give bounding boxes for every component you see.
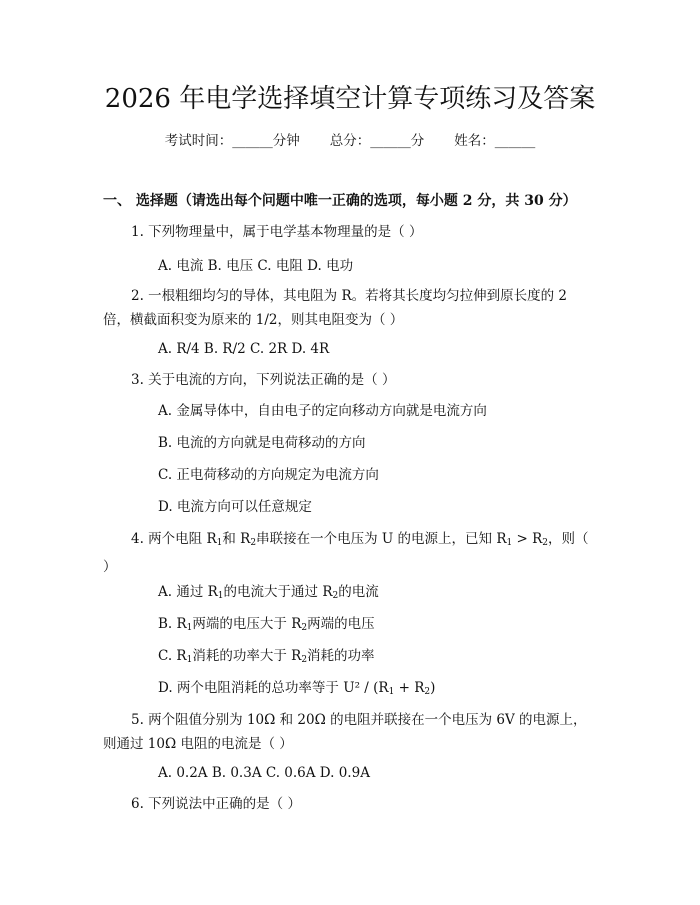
question-6: 6. 下列说法中正确的是（ ） [131,796,301,812]
question-1-options: A. 电流 B. 电压 C. 电阻 D. 电功 [158,258,354,274]
total-score-field: 总分：______分 [329,133,425,149]
question-5-options: A. 0.2A B. 0.3A C. 0.6A D. 0.9A [158,765,370,781]
question-3-option-c: C. 正电荷移动的方向规定为电流方向 [158,467,379,483]
section-heading-choice: 一、 选择题（请选出每个问题中唯一正确的选项，每小题 2 分，共 30 分） [103,193,577,209]
question-3: 3. 关于电流的方向，下列说法正确的是（ ） [131,372,396,388]
exam-info [0,131,700,151]
student-name-field: 姓名：______ [454,133,536,149]
question-4-option-a: A. 通过 $R_1$的电流大于通过 $R_2$的电流 [158,584,379,601]
exam-time-field: 考试时间：______分钟 [164,133,300,149]
question-2: 2. 一根粗细均匀的导体，其电阻为 R。若将其长度均匀拉伸到原长度的 2 倍，横截面积变为原来的 1/2，则其电阻变为（ ） [103,288,568,328]
question-4-option-c: C. $R_1$消耗的功率大于 $R_2$消耗的功率 [158,648,375,665]
question-4-option-b: B. $R_1$两端的电压大于 $R_2$两端的电压 [158,616,375,633]
question-4: 4. 两个电阻 $R_1$和 $R_2$串联接在一个电压为 U 的电源上，已知 $R_1 > R_2$，则（ ） [103,531,589,575]
question-3-option-a: A. 金属导体中，自由电子的定向移动方向就是电流方向 [158,403,487,419]
page-title: 2026 年电学选择填空计算专项练习及答案 [104,84,596,114]
question-2-options: A. R/4 B. R/2 C. 2R D. 4R [158,341,330,357]
question-3-option-b: B. 电流的方向就是电荷移动的方向 [158,435,366,451]
question-3-option-d: D. 电流方向可以任意规定 [158,499,312,515]
question-5: 5. 两个阻值分别为 10Ω 和 20Ω 的电阻并联接在一个电压为 6V 的电源上，则通过 10Ω 电阻的电流是（ ） [103,712,587,752]
question-4-option-d: D. 两个电阻消耗的总功率等于 $U^2 / (R_1 + R_2)$ [158,680,436,697]
question-1: 1. 下列物理量中，属于电学基本物理量的是（ ） [131,224,423,240]
